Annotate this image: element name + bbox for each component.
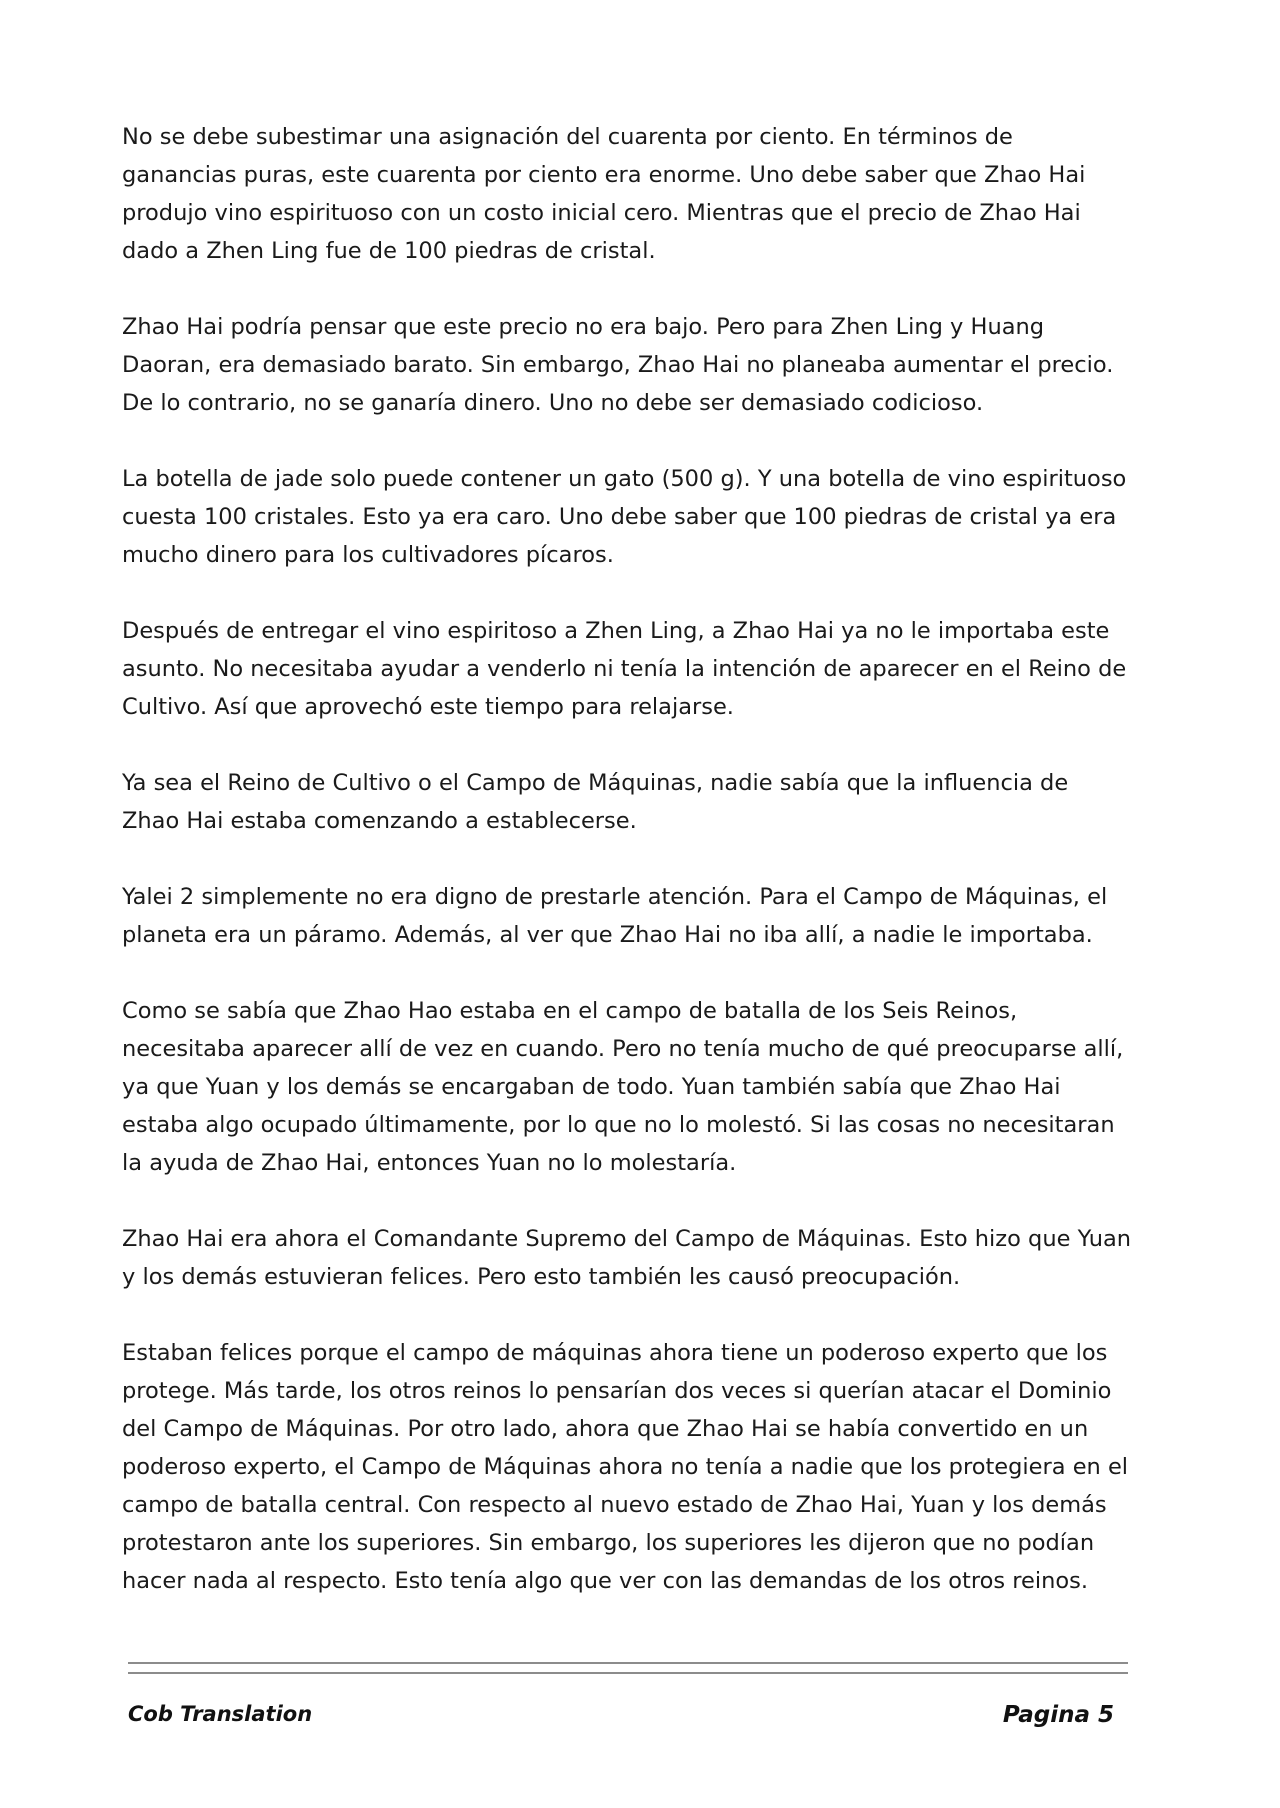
body-text bbox=[122, 118, 1132, 1638]
paragraph: No se debe subestimar una asignación del cuarenta por ciento. En términos de ganancias puras, este cuarenta por ciento era enorme. Uno debe saber que Zhao Hai produjo vino espirituoso con un costo inicial cero. Mientras que el precio de Zhao Hai dado a Zhen Ling fue de 100 piedras de cristal. bbox=[122, 124, 1086, 264]
paragraph: La botella de jade solo puede contener un gato (500 g). Y una botella de vino espirituoso cuesta 100 cristales. Esto ya era caro. Uno debe saber que 100 piedras de cristal ya era mucho dinero para los cultivadores pícaros. bbox=[122, 466, 1127, 568]
footer-translator-credit: Cob Translation bbox=[128, 1702, 313, 1726]
footer-divider-bottom bbox=[128, 1672, 1128, 1674]
paragraph: Estaban felices porque el campo de máquinas ahora tiene un poderoso experto que los protege. Más tarde, los otros reinos lo pensarían dos veces si querían atacar el Dominio del Campo de Máquinas. Por otro lado, ahora que Zhao Hai se había convertido en un poderoso experto, el Campo de Máquinas ahora no tenía a nadie que los protegiera en el campo de batalla central. Con respecto al nuevo estado de Zhao Hai, Yuan y los demás protestaron ante los superiores. Sin embargo, los superiores les dijeron que no podían hacer nada al respecto. Esto tenía algo que ver con las demandas de los otros reinos. bbox=[122, 1340, 1129, 1594]
paragraph: Después de entregar el vino espiritoso a Zhen Ling, a Zhao Hai ya no le importaba este asunto. No necesitaba ayudar a venderlo ni tenía la intención de aparecer en el Reino de Cultivo. Así que aprovechó este tiempo para relajarse. bbox=[122, 618, 1127, 720]
footer-page-number: Pagina 5 bbox=[1002, 1702, 1114, 1728]
paragraph: Zhao Hai podría pensar que este precio no era bajo. Pero para Zhen Ling y Huang Daoran, era demasiado barato. Sin embargo, Zhao Hai no planeaba aumentar el precio. De lo contrario, no se ganaría dinero. Uno no debe ser demasiado codicioso. bbox=[122, 314, 1114, 416]
paragraph: Ya sea el Reino de Cultivo o el Campo de Máquinas, nadie sabía que la influencia de Zhao Hai estaba comenzando a establecerse. bbox=[122, 770, 1069, 834]
paragraph: Yalei 2 simplemente no era digno de prestarle atención. Para el Campo de Máquinas, el planeta era un páramo. Además, al ver que Zhao Hai no iba allí, a nadie le importaba. bbox=[122, 884, 1108, 948]
footer-divider-top bbox=[128, 1662, 1128, 1664]
paragraph: Como se sabía que Zhao Hao estaba en el campo de batalla de los Seis Reinos, necesitaba aparecer allí de vez en cuando. Pero no tenía mucho de qué preocuparse allí, ya que Yuan y los demás se encargaban de todo. Yuan también sabía que Zhao Hai estaba algo ocupado últimamente, por lo que no lo molestó. Si las cosas no necesitaran la ayuda de Zhao Hai, entonces Yuan no lo molestaría. bbox=[122, 998, 1124, 1176]
paragraph: Zhao Hai era ahora el Comandante Supremo del Campo de Máquinas. Esto hizo que Yuan y los demás estuvieran felices. Pero esto también les causó preocupación. bbox=[122, 1226, 1132, 1290]
